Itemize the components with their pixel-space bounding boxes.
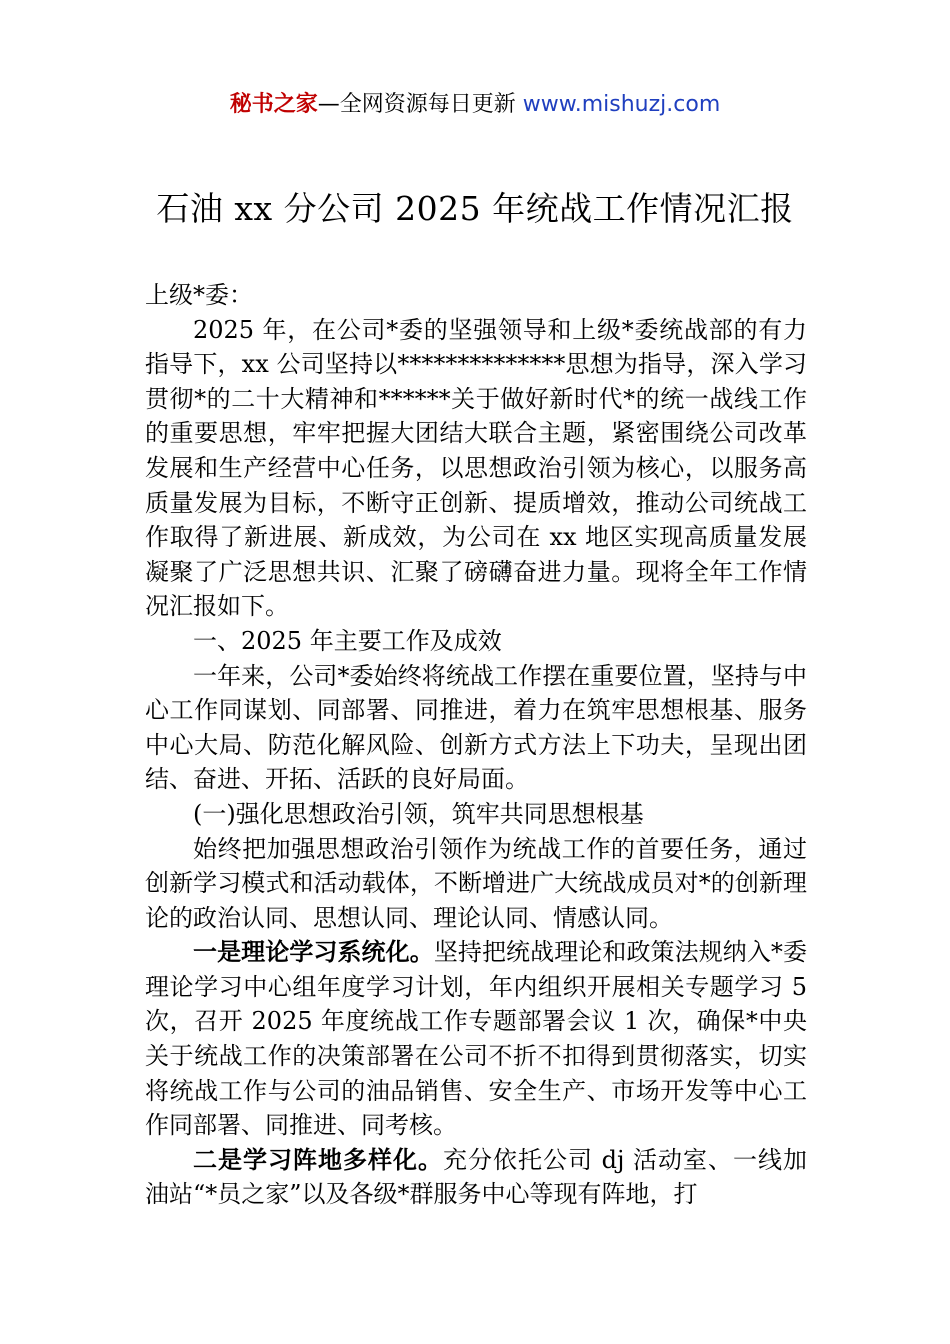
document-title: 石油 xx 分公司 2025 年统战工作情况汇报	[156, 189, 794, 228]
paragraph-text: 一、2025 年主要工作及成效	[193, 626, 502, 655]
paragraph-text: 2025 年，在公司*委的坚强领导和上级*委统战部的有力指导下，xx 公司坚持以**************思想为指导，深入学习贯彻*的二十大精神和******关于做好新时代*的统一战线工作的重要思想，牢牢把握大团结大联合主题，紧密围绕公司改革发展和生产经营中心任务，以思想政治引领为核心，以服务高质量发展为目标，不断守正创新、提质增效，推动公司统战工作取得了新进展、新成效，为公司在 xx 地区实现高质量发展凝聚了广泛思想共识、汇聚了磅礴奋进力量。现将全年工作情况汇报如下。	[145, 315, 807, 621]
body-paragraph	[145, 935, 807, 1143]
paragraph-lead: 一是理论学习系统化。	[193, 937, 434, 967]
body-paragraph	[145, 1143, 807, 1212]
paragraph-lead: 二是学习阵地多样化。	[193, 1144, 443, 1174]
salutation: 上级*委：	[145, 281, 253, 309]
body-paragraph	[145, 313, 807, 624]
site-brand: 秘书之家	[229, 92, 318, 117]
paragraph-text: 充分依托公司 dj 活动室、一线加油站“*员之家”以及各级*群服务中心等现有阵地，打	[145, 1145, 808, 1209]
site-tagline: —全网资源每日更新	[317, 92, 523, 117]
body-paragraph	[145, 659, 807, 797]
paragraph-text: (一)强化思想政治引领，筑牢共同思想根基	[193, 799, 644, 828]
body-paragraph	[145, 832, 807, 936]
site-header	[0, 90, 950, 120]
section-heading	[145, 624, 807, 659]
paragraph-text: 始终把加强思想政治引领作为统战工作的首要任务，通过创新学习模式和活动载体，不断增进广大统战成员对*的创新理论的政治认同、思想认同、理论认同、情感认同。	[145, 834, 807, 932]
document-body	[145, 278, 807, 1212]
subsection-heading	[145, 797, 807, 832]
site-url-link[interactable]: www.mishuzj.com	[522, 92, 721, 117]
paragraph-text: 坚持把统战理论和政策法规纳入*委理论学习中心组年度学习计划，年内组织开展相关专题学习 5 次，召开 2025 年度统战工作专题部署会议 1 次，确保*中央关于统战工作的决策部署在公司不折不扣得到贯彻落实，切实将统战工作与公司的油品销售、安全生产、市场开发等中心工作同部署、同推进、同考核。	[145, 938, 808, 1140]
paragraph-text: 一年来，公司*委始终将统战工作摆在重要位置，坚持与中心工作同谋划、同部署、同推进，着力在筑牢思想根基、服务中心大局、防范化解风险、创新方式方法上下功夫，呈现出团结、奋进、开拓、活跃的良好局面。	[145, 661, 807, 794]
